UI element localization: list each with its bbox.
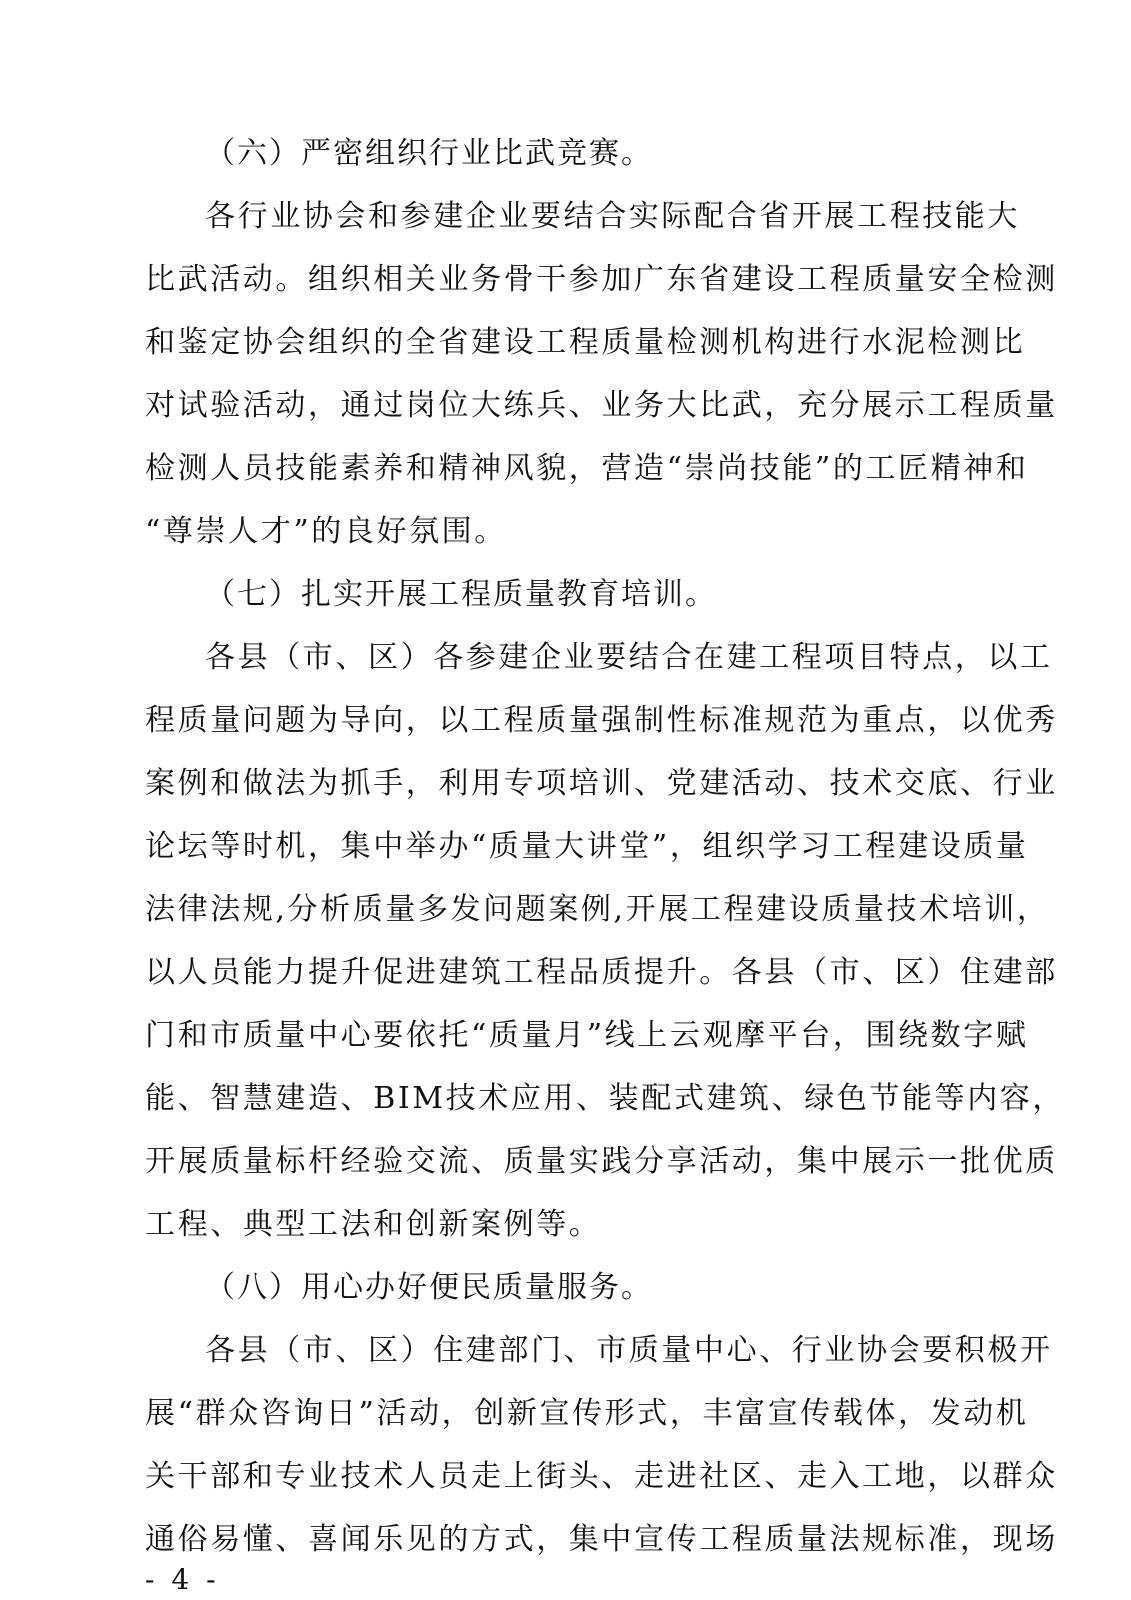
paragraph-line: 程质量问题为导向，以工程质量强制性标准规范为重点，以优秀	[145, 703, 1058, 738]
paragraph-line: “尊崇人才”的良好氛围。	[145, 514, 507, 549]
paragraph-line: 和鉴定协会组织的全省建设工程质量检测机构进行水泥检测比	[145, 325, 1026, 360]
section-heading-6: （六）严密组织行业比武竞赛。	[205, 136, 653, 171]
paragraph-line: 工程、典型工法和创新案例等。	[145, 1207, 602, 1242]
paragraph-line: 能、智慧建造、BIM技术应用、装配式建筑、绿色节能等内容，	[145, 1081, 1066, 1116]
paragraph-line: 关干部和专业技术人员走上街头、走进社区、走入工地，以群众	[145, 1459, 1058, 1494]
paragraph-line: 通俗易懂、喜闻乐见的方式，集中宣传工程质量法规标准，现场	[145, 1522, 1058, 1557]
paragraph-line: 比武活动。组织相关业务骨干参加广东省建设工程质量安全检测	[145, 262, 1058, 297]
paragraph-line: 论坛等时机，集中举办“质量大讲堂”，组织学习工程建设质量	[145, 829, 1029, 864]
section-heading-8: （八）用心办好便民质量服务。	[205, 1270, 653, 1305]
section-heading-7: （七）扎实开展工程质量教育培训。	[205, 577, 717, 612]
paragraph-line: 各行业协会和参建企业要结合实际配合省开展工程技能大	[205, 199, 1020, 234]
paragraph-line: 门和市质量中心要依托“质量月”线上云观摩平台，围绕数字赋	[145, 1018, 1029, 1053]
paragraph-line: 案例和做法为抓手，利用专项培训、党建活动、技术交底、行业	[145, 766, 1058, 801]
paragraph-line: 对试验活动，通过岗位大练兵、业务大比武，充分展示工程质量	[145, 388, 1058, 423]
paragraph-line: 展“群众咨询日”活动，创新宣传形式，丰富宣传载体，发动机	[145, 1396, 1029, 1431]
page-number: - 4 -	[145, 1563, 220, 1596]
paragraph-line: 法律法规,分析质量多发问题案例,开展工程建设质量技术培训，	[145, 892, 1050, 927]
paragraph-line: 各县（市、区）各参建企业要结合在建工程项目特点，以工	[205, 640, 1053, 675]
paragraph-line: 各县（市、区）住建部门、市质量中心、行业协会要积极开	[205, 1333, 1053, 1368]
paragraph-line: 以人员能力提升促进建筑工程品质提升。各县（市、区）住建部	[145, 955, 1058, 990]
paragraph-line: 开展质量标杆经验交流、质量实践分享活动，集中展示一批优质	[145, 1144, 1058, 1179]
paragraph-line: 检测人员技能素养和精神风貌，营造“崇尚技能”的工匠精神和	[145, 451, 1029, 486]
